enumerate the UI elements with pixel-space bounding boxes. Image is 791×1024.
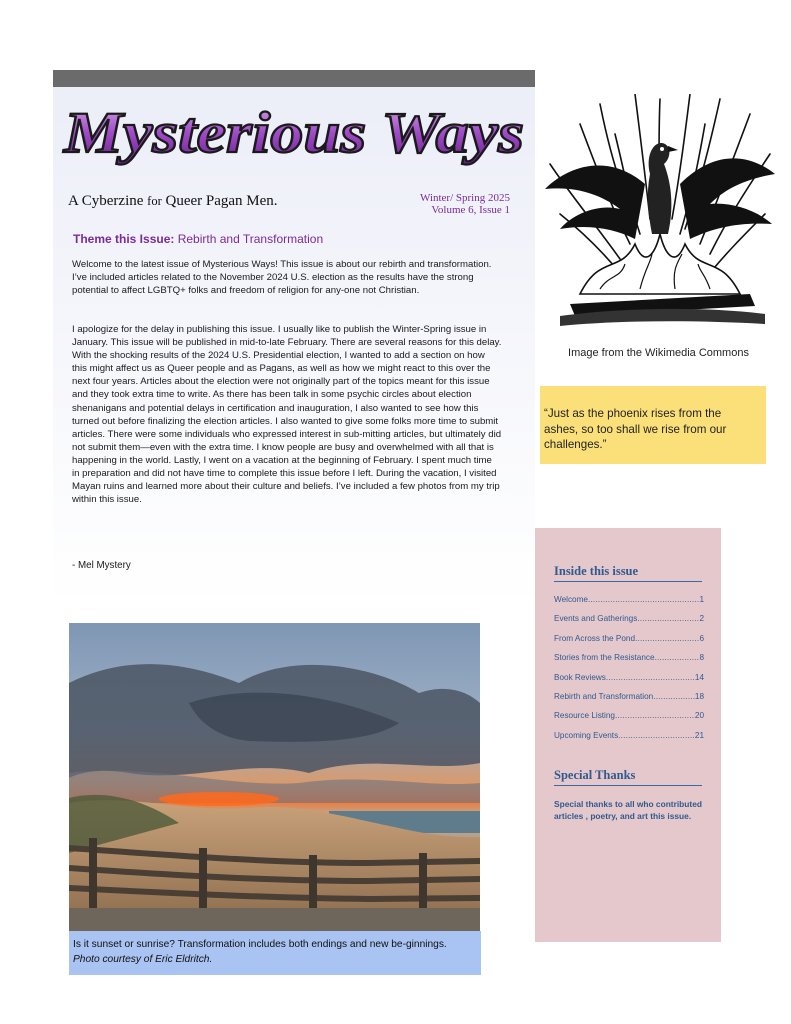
photo-caption-box bbox=[69, 931, 481, 975]
thanks-heading: Special Thanks bbox=[554, 768, 702, 786]
toc-item-title: Book Reviews bbox=[554, 672, 606, 682]
toc-item-page: 2 bbox=[699, 614, 704, 624]
toc-item-page: 6 bbox=[699, 633, 704, 643]
signature: - Mel Mystery bbox=[72, 560, 131, 571]
toc-item-title: Resource Listing bbox=[554, 711, 615, 721]
toc-item-page: 14 bbox=[694, 672, 704, 682]
tagline-part3: Queer Pagan Men. bbox=[165, 193, 278, 209]
toc-item-title: Rebirth and Transformation bbox=[554, 692, 654, 701]
toc-item[interactable] bbox=[554, 634, 704, 643]
top-bar bbox=[53, 70, 535, 87]
tagline-part1: A Cyberzine bbox=[68, 193, 144, 209]
toc-item-title: Stories from the Resistance bbox=[554, 653, 655, 663]
toc-item-page: 18 bbox=[694, 692, 704, 701]
masthead-logo bbox=[56, 96, 532, 168]
toc-item-title: Upcoming Events bbox=[554, 730, 619, 740]
theme-heading bbox=[73, 232, 323, 246]
toc-leader-dots bbox=[618, 731, 695, 740]
toc-leader-dots bbox=[588, 595, 699, 604]
masthead-title: Mysterious Ways bbox=[62, 100, 524, 165]
toc-leader-dots bbox=[637, 614, 699, 623]
sunset-photo bbox=[69, 623, 480, 931]
toc-item-title: Events and Gatherings bbox=[554, 614, 638, 624]
toc-leader-dots bbox=[655, 653, 700, 662]
inside-heading: Inside this issue bbox=[554, 564, 702, 582]
thanks-text: Special thanks to all who contributed articles , poetry, and art this issue. bbox=[554, 799, 702, 822]
issue-volume: Volume 6, Issue 1 bbox=[431, 204, 510, 216]
toc-item-page: 8 bbox=[699, 653, 704, 663]
theme-value: Rebirth and Transformation bbox=[177, 232, 324, 246]
tagline-part2: for bbox=[147, 194, 162, 208]
toc-item[interactable] bbox=[554, 673, 704, 682]
phoenix-image bbox=[540, 94, 777, 328]
sidebar bbox=[535, 528, 721, 942]
toc-item-title: From Across the Pond bbox=[554, 633, 635, 643]
phoenix-caption: Image from the Wikimedia Commons bbox=[568, 347, 749, 359]
photo-caption-main: Is it sunset or sunrise? Transformation includes both endings and new be-ginnings. bbox=[73, 939, 447, 950]
toc-item-page: 21 bbox=[694, 730, 704, 740]
photo-caption bbox=[69, 931, 481, 967]
theme-label: Theme this Issue: bbox=[73, 232, 175, 246]
toc-leader-dots bbox=[653, 692, 695, 701]
toc-item[interactable] bbox=[554, 595, 704, 604]
toc-leader-dots bbox=[606, 673, 695, 682]
letter-paragraph-1: Welcome to the latest issue of Mysterious Ways! This issue is about our rebirth and transformation. I’ve included articles related to the November 2024 U.S. election as the results have the strong potential to affect LGBTQ+ folks and freedom of religion for any-one not Christian. bbox=[72, 259, 492, 297]
toc-leader-dots bbox=[635, 634, 699, 643]
toc-item[interactable] bbox=[554, 692, 704, 701]
photo-caption-credit: Photo courtesy of Eric Eldritch. bbox=[73, 954, 213, 966]
quote-box bbox=[540, 386, 766, 464]
issue-season: Winter/ Spring 2025 bbox=[420, 192, 510, 204]
toc-item-page: 1 bbox=[699, 595, 704, 604]
toc-item-title: Welcome bbox=[554, 595, 588, 604]
toc-item[interactable] bbox=[554, 731, 704, 740]
toc-item-page: 20 bbox=[694, 711, 704, 721]
quote-text: “Just as the phoenix rises from the ashes, so too shall we rise from our challenges.” bbox=[544, 407, 727, 451]
toc-item[interactable] bbox=[554, 711, 704, 720]
toc-item[interactable] bbox=[554, 614, 704, 623]
tagline bbox=[68, 193, 278, 210]
letter-paragraph-2: I apologize for the delay in publishing this issue. I usually like to publish the Winter-Spring issue in January. This issue will be published in mid-to-late February. There are several reasons for this delay. With the shocking results of the 2024 U.S. Presidential election, I wanted to add a section on how this might affect us as Queer people and as Pagans, as well as how we might react to this over the next four years. Articles about the election were not originally part of the topics meant for this issue and they took extra time to write. As there has been talk in some psychic circles about election shenanigans and potential delays in certification and inauguration, I also wanted to see how this turned out before finalizing the election articles. I also wanted to give some folks more time to submit articles. There were some individuals who expressed interest in sub-mitting articles, but ultimately did not submit them—even with the extra time. I know people are busy and overwhelmed with all that is happening in the world. Lastly, I went on a vacation at the beginning of February. I spent much time in preparation and did not have time to complete this issue before I left. During the vacation, I visited Mayan ruins and learned more about their culture and beliefs. I’ve included a few photos from my trip within this issue. bbox=[72, 324, 502, 506]
issue-info bbox=[380, 192, 510, 216]
toc-leader-dots bbox=[615, 711, 695, 720]
toc-item[interactable] bbox=[554, 653, 704, 662]
